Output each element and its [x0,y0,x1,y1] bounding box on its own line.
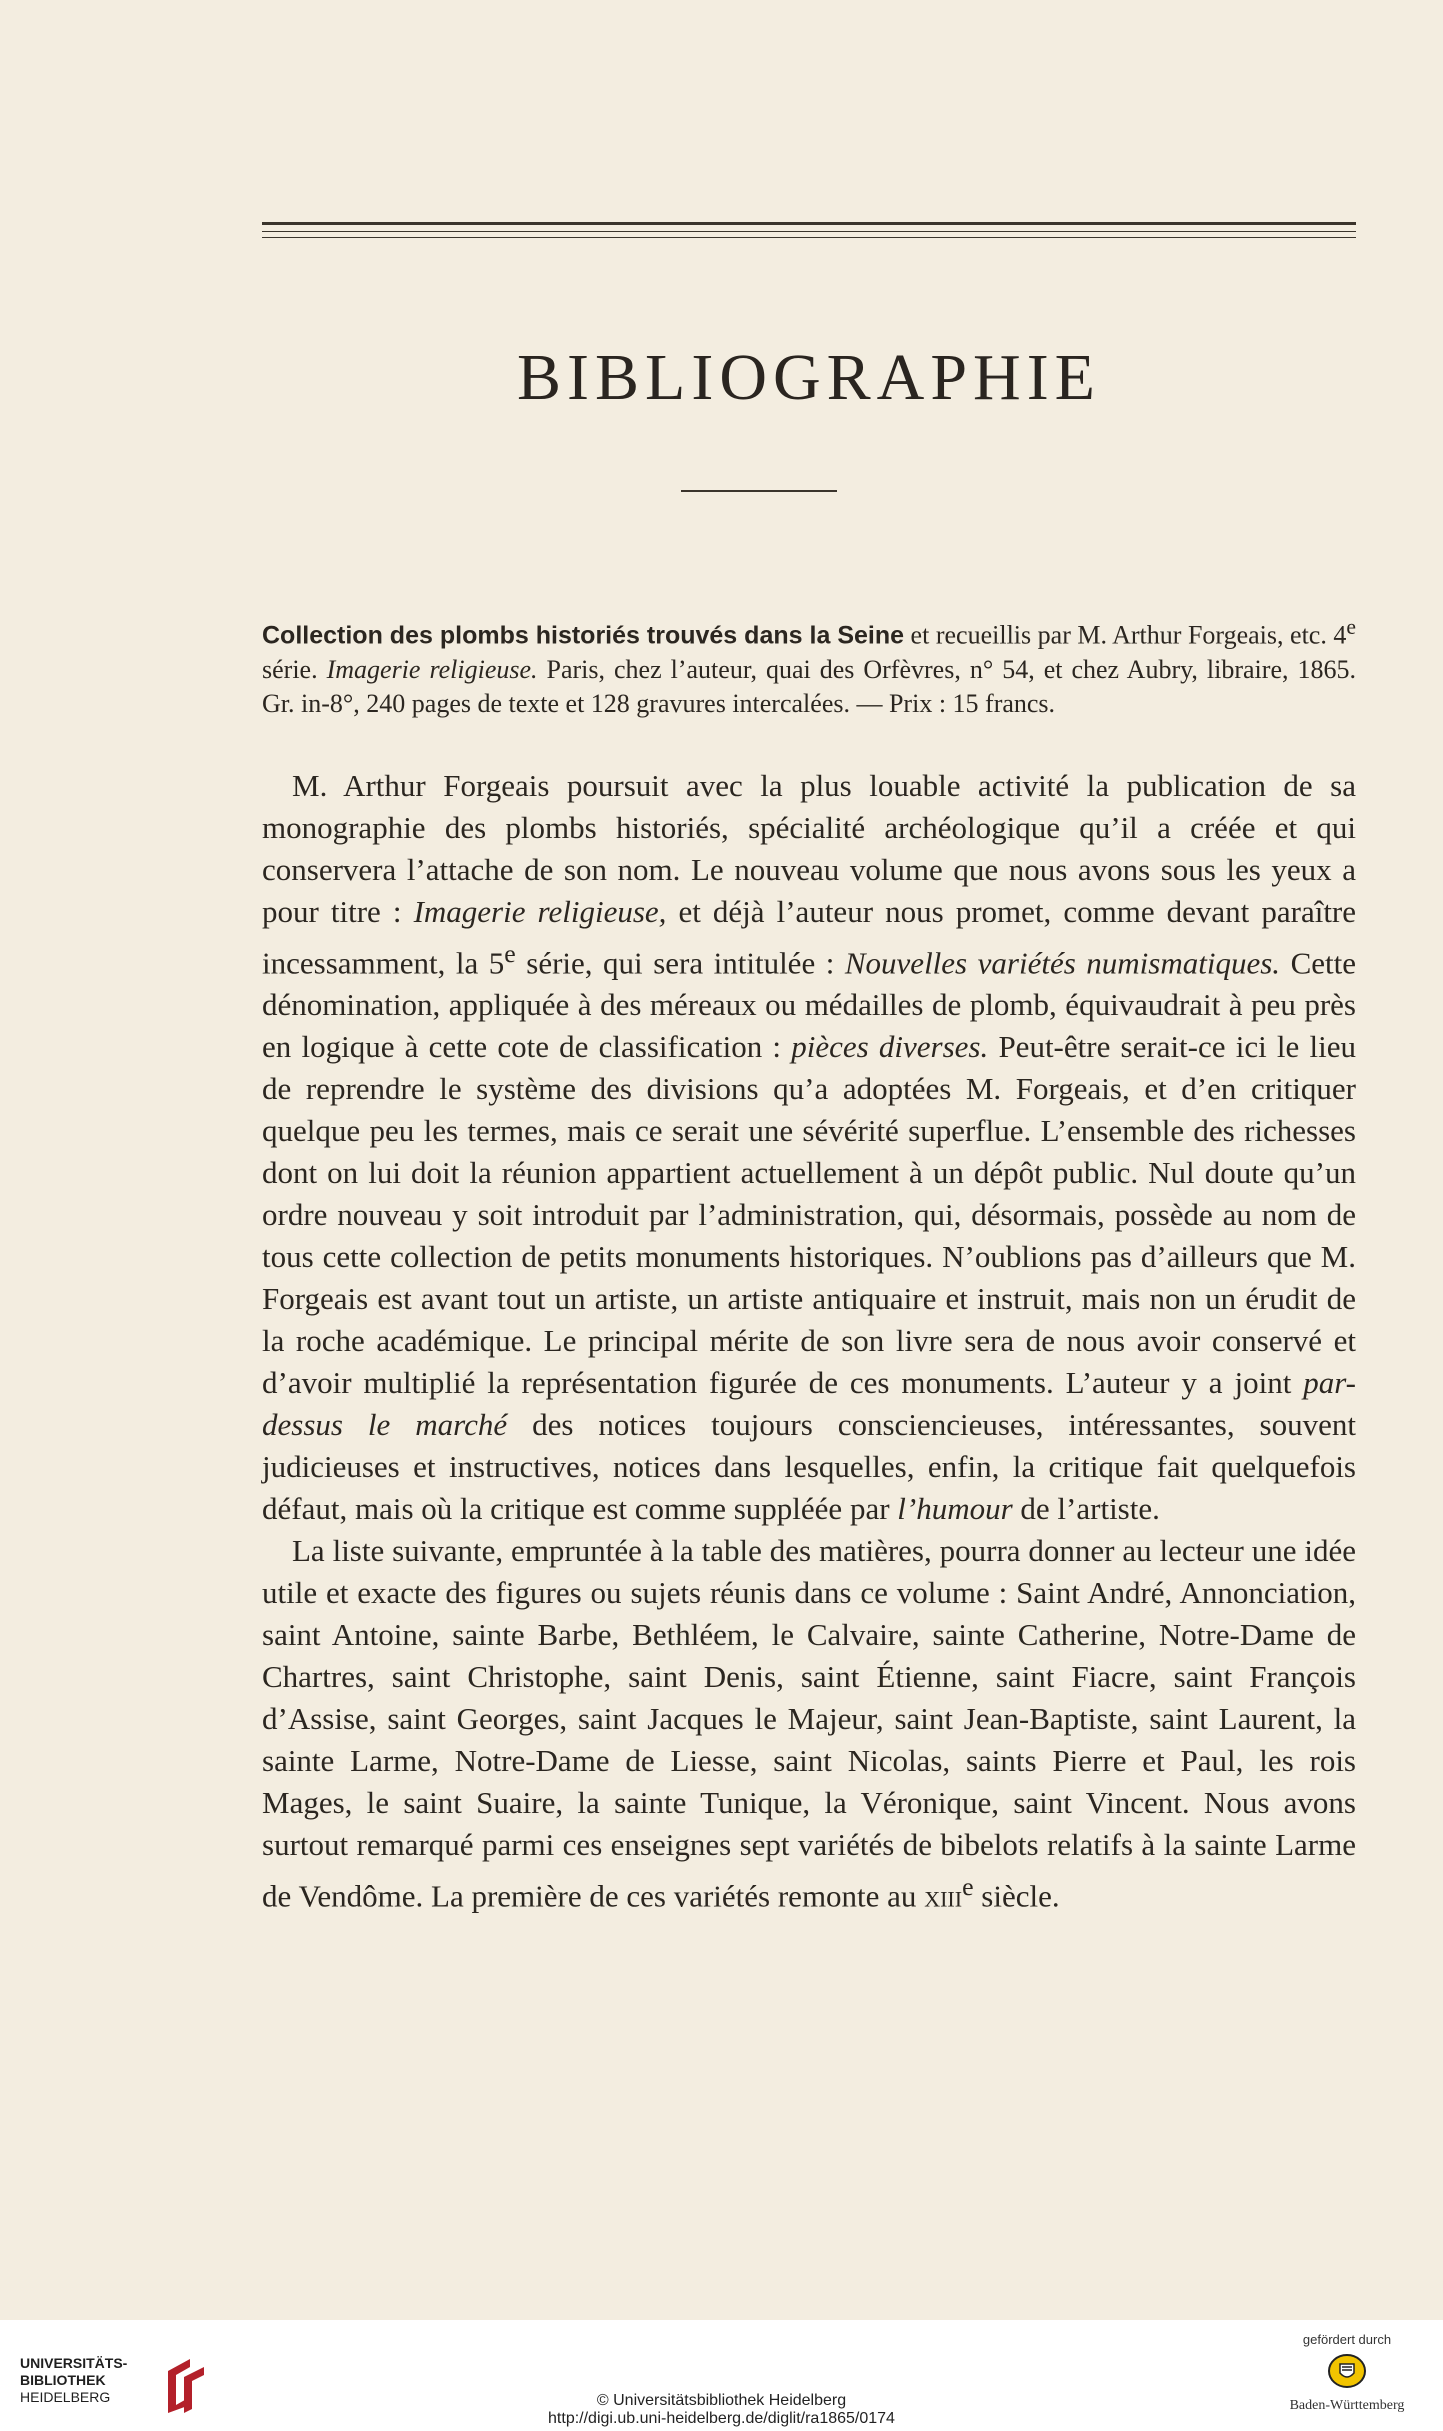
library-name-1: UNIVERSITÄTS- [20,2355,128,2371]
page-title: BIBLIOGRAPHIE [517,341,1101,414]
p2-sup: e [962,1872,974,1902]
p1-italic-5: l’humour [897,1491,1013,1527]
p1-text-d: Cette dénomination, appliquée à des méreaux ou médailles de plomb, équivaudrait à peu près en logique à cette cote de classification : [262,945,1356,1065]
bibliography-entry [262,610,1356,721]
p2-text-a: La liste suivante, empruntée à la table des matières, pourra donner au lecteur une idée utile et exacte des figures ou sujets réunis dans ce volume : Saint André, Annonciation, saint Antoine, sainte Barbe, Bethléem, le Calvaire, sainte Catherine, Notre-Dame de Chartres, saint Christophe, saint Denis, saint Étienne, saint Fiacre, saint François d’Assise, saint Georges, saint Jacques le Majeur, saint Jean-Baptiste, saint Laurent, la sainte Larme, Notre-Dame de Liesse, saint Nicolas, saints Pierre et Paul, les rois Mages, le saint Suaire, la sainte Tunique, la Véronique, saint Vincent. Nous avons surtout remarqué parmi ces enseignes sept variétés de bibelots relatifs à la sainte Larme de Vendôme. La première de ces variétés remonte au [262,1533,1356,1914]
p1-text-e: Peut-être serait-ce ici le lieu de reprendre le système des divisions qu’a adoptées M. Forgeais, et d’en critiquer quelque peu les termes, mais ce serait une sévérité superflue. L’ensemble des richesses dont on lui doit la réunion appartient actuellement à un dépôt public. Nul doute qu’un ordre nouveau y soit introduit par l’administration, qui, désormais, possède au nom de tous cette collection de petits monuments historiques. N’oublions pas d’ailleurs que M. Forgeais est avant tout un artiste, un artiste antiquaire et instruit, mais non un érudit de la roche académique. Le principal mérite de son livre sera de nous avoir conservé et d’avoir multiplié la représentation figurée de ces monuments. L’auteur y a joint [262,1029,1356,1401]
p2-century: xiii [924,1878,963,1914]
p1-italic-2: Nouvelles variétés numismatiques. [844,945,1281,981]
paragraph-2 [262,1530,1356,1917]
paragraph-1 [262,765,1356,1530]
p1-text-f: des notices toujours consciencieuses, intéressantes, souvent judicieuses et instructives, notices dans lesquelles, enfin, la critique fait quelquefois défaut, mais où la critique est comme suppléée par [262,1407,1356,1527]
p1-text-b: et déjà l’auteur nous promet, comme devant paraître incessamment, la 5 [262,894,1357,981]
footer [0,2320,1443,2431]
entry-italic-title: Imagerie religieuse. [326,654,538,684]
copyright-text: © Universitätsbibliothek Heidelberg [596,2392,847,2409]
title-divider [681,490,837,492]
entry-text-2: série. [262,654,327,684]
p2-text-b: siècle. [973,1878,1060,1914]
entry-text-3: Paris, chez l’auteur, quai des Orfèvres, n° 54, et chez Aubry, libraire, 1865. Gr. in-8°, 240 pages de texte et 128 gravures intercalées. — Prix : 15 francs. [262,654,1356,718]
entry-text-1: et recueillis par M. Arthur Forgeais, etc. 4 [904,620,1347,650]
permalink[interactable]: http://digi.ub.uni-heidelberg.de/diglit/ra1865/0174 [548,2410,895,2427]
funder-name: Baden-Württemberg [1289,2398,1405,2413]
p1-italic-1: Imagerie religieuse, [413,894,667,929]
entry-lead: Collection des plombs historiés trouvés dans la Seine [262,621,905,650]
funding-block[interactable] [1262,2332,1432,2414]
library-name-2: BIBLIOTHEK [20,2372,106,2388]
p1-italic-3: pièces diverses. [791,1029,989,1065]
header-rule-thin-2 [262,237,1356,238]
header-rule [262,222,1356,225]
entry-series-sup: e [1346,615,1356,639]
header-rule-thin [262,231,1356,232]
copyright-block [0,2392,1443,2428]
p1-text-g: de l’artiste. [1012,1491,1160,1527]
p1-text-a: M. Arthur Forgeais poursuit avec la plus louable activité la publication de sa monographie des plombs historiés, spécialité archéologique qu’il a créée et qui conservera l’attache de son nom. Le nouveau volume que nous avons sous les yeux a pour titre : [262,768,1356,929]
state-seal-icon [1327,2351,1367,2391]
funded-by-label: gefördert durch [1302,2332,1392,2347]
p1-sup: e [504,939,516,968]
library-name-3: HEIDELBERG [20,2389,111,2405]
p1-italic-4: par-dessus le marché [262,1365,1356,1443]
review-body [262,765,1356,1918]
p1-text-c: série, qui sera intitulée : [515,945,845,981]
